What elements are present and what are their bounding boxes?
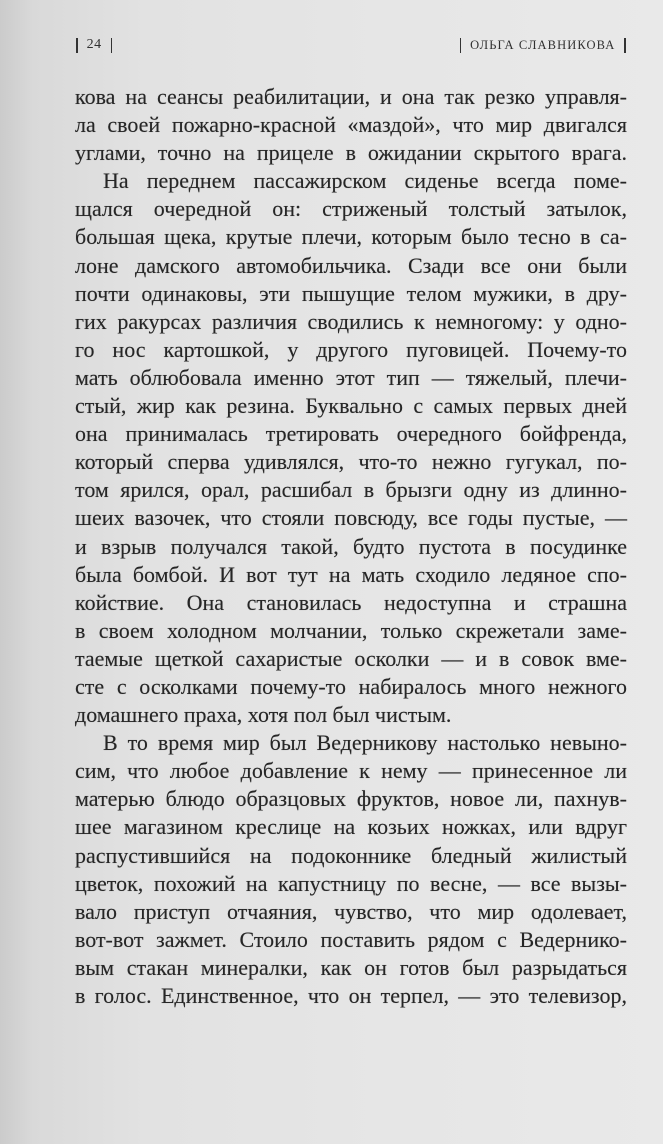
text-line: и взрыв получался такой, будто пустота в посудинке <box>75 533 627 559</box>
text-line: матерью блюдо образцовых фруктов, новое ли, пахнув- <box>75 786 627 812</box>
text-line: ла своей пожарно-красной «маздой», что мир двигался <box>75 112 627 138</box>
page-number-block <box>76 36 112 54</box>
text-line: щался очередной он: стриженый толстый затылок, <box>75 196 627 222</box>
text-line: сте с осколками почему-то набиралось много нежного <box>75 673 627 699</box>
running-head: ОЛЬГА СЛАВНИКОВА <box>470 37 616 52</box>
paragraph <box>75 729 627 1010</box>
text-line: вало приступ отчаяния, чувство, что мир одолевает, <box>75 898 627 924</box>
text-line: В то время мир был Ведерникову настолько невыно- <box>103 730 627 756</box>
text-line: том ярился, орал, расшибал в брызги одну из длинно- <box>75 477 627 503</box>
header-bar <box>111 38 113 53</box>
text-line: в своем холодном молчании, только скрежетали заме- <box>75 617 627 643</box>
body-text <box>75 83 627 1010</box>
text-line: койствие. Она становилась недоступна и страшна <box>75 589 627 615</box>
page-number: 24 <box>86 37 102 52</box>
text-line: го нос картошкой, у другого пуговицей. Почему-то <box>75 336 627 362</box>
text-line: вым стакан минералки, как он готов был разрыдаться <box>75 954 627 980</box>
text-line: большая щека, крутые плечи, которым было тесно в са- <box>75 224 627 250</box>
text-line: лоне дамского автомобильчика. Сзади все они были <box>75 252 627 278</box>
text-line: гих ракурсах различия сводились к немногому: у одно- <box>75 308 627 334</box>
paragraph <box>75 83 627 167</box>
header-bar <box>624 38 626 53</box>
text-line: почти одинаковы, эти пышущие телом мужики, в дру- <box>75 280 627 306</box>
text-line: вот-вот зажмет. Стоило поставить рядом с Ведернико- <box>75 926 627 952</box>
text-line: домашнего праха, хотя пол был чистым. <box>75 702 452 728</box>
text-line: углами, точно на прицеле в ожидании скрытого врага. <box>75 140 627 166</box>
text-line: кова на сеансы реабилитации, и она так резко управля- <box>75 84 627 109</box>
text-line: шеих вазочек, что стояли повсюду, все годы пустые, — <box>75 505 627 531</box>
text-line: в голос. Единственное, что он терпел, — это телевизор, <box>75 983 627 1008</box>
text-line: цветок, похожий на капустницу по весне, — все вызы- <box>75 870 627 896</box>
header-bar <box>76 38 78 53</box>
text-line: она принималась третировать очередного бойфренда, <box>75 421 627 447</box>
paragraph <box>75 167 627 729</box>
text-line: стый, жир как резина. Буквально с самых первых дней <box>75 393 627 419</box>
text-line: шее магазином креслице на козьих ножках, или вдруг <box>75 814 627 840</box>
text-line: таемые щеткой сахаристые осколки — и в совок вме- <box>75 645 627 671</box>
text-line: была бомбой. И вот тут на мать сходило ледяное спо- <box>75 561 627 587</box>
text-line: На переднем пассажирском сиденье всегда поме- <box>103 168 627 194</box>
running-head-block <box>460 36 626 54</box>
text-line: распустившийся на подоконнике бледный жилистый <box>75 842 627 868</box>
text-line: сим, что любое добавление к нему — принесенное ли <box>75 758 627 784</box>
text-line: мать облюбовала именно этот тип — тяжелый, плечи- <box>75 364 627 390</box>
header-bar <box>460 38 462 53</box>
text-line: который сперва удивлялся, что-то нежно гугукал, по- <box>75 449 627 475</box>
